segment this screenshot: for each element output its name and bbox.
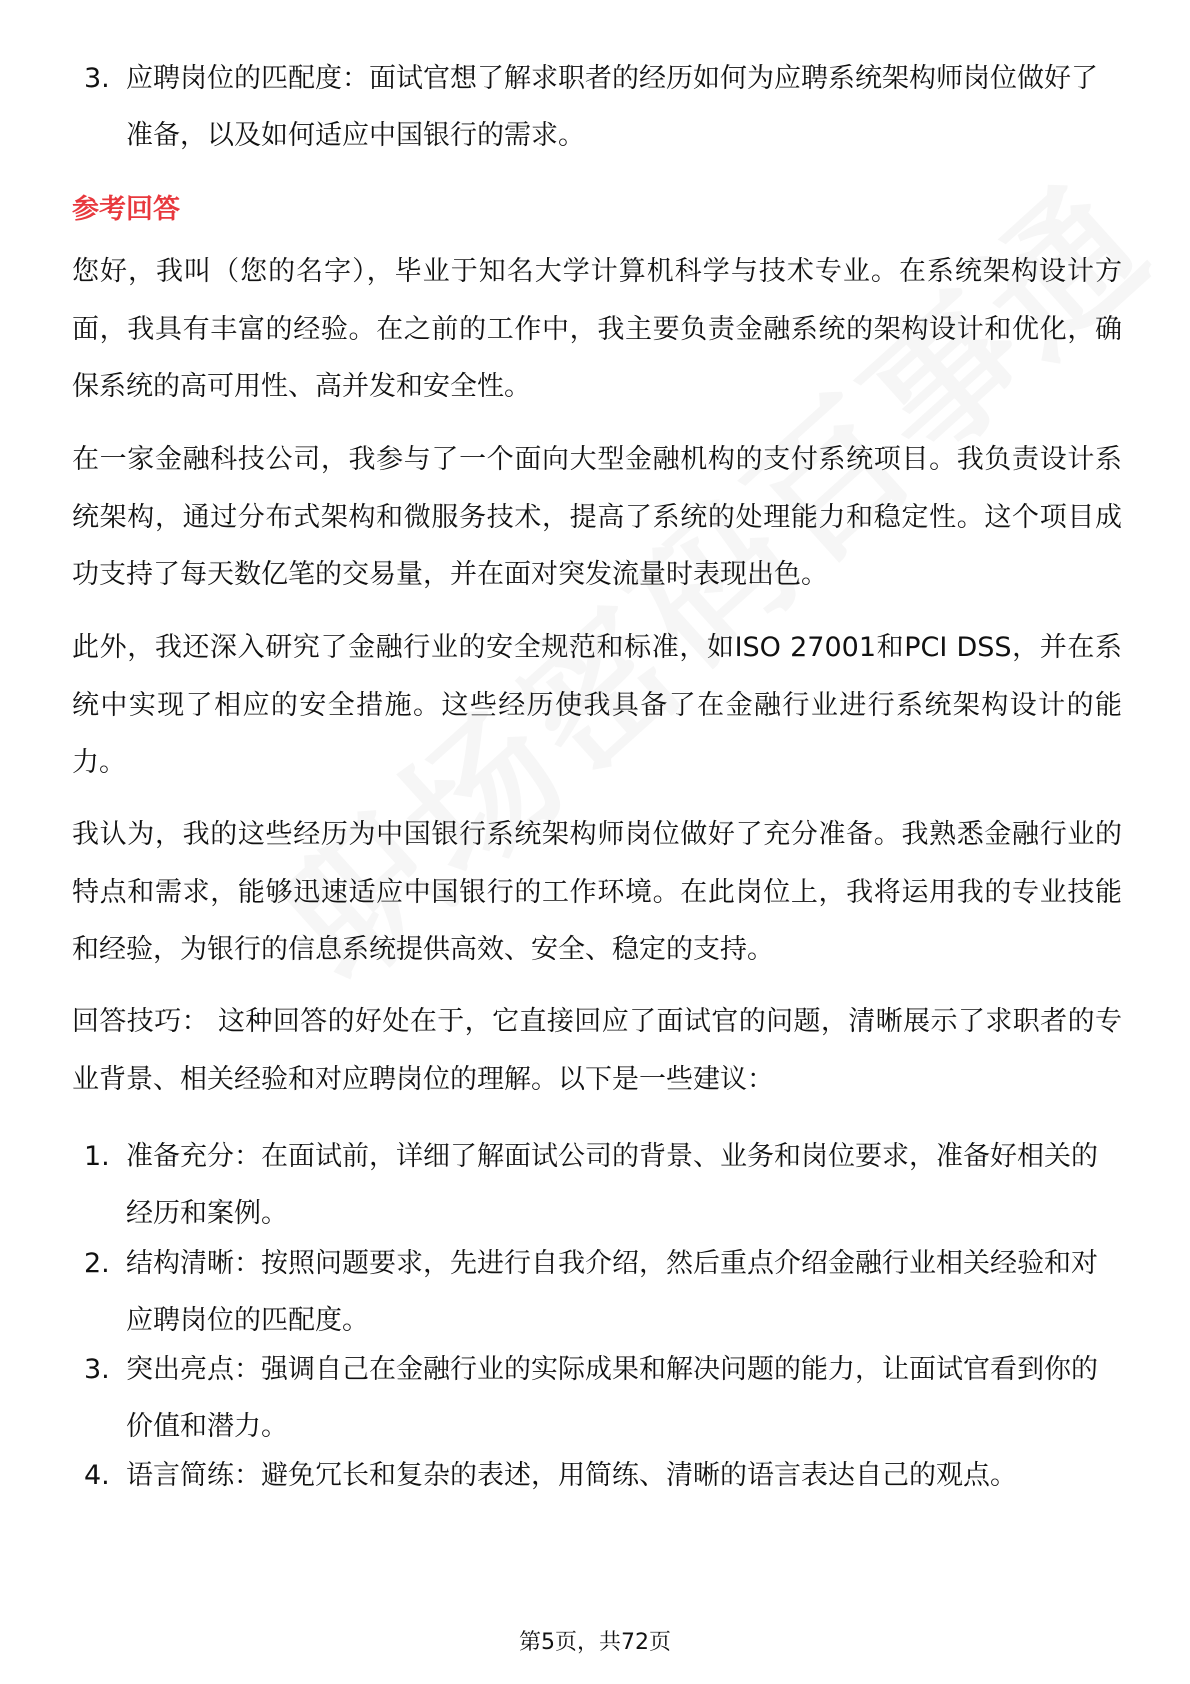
tip-number: 2. — [84, 1248, 110, 1279]
page-footer: 第5页，共72页 — [519, 1630, 671, 1655]
section-title: 参考回答 — [72, 194, 180, 225]
tip-text: 突出亮点：强调自己在金融行业的实际成果和解决问题的能力，让面试官看到你的价值和潜力。 — [126, 1354, 1098, 1442]
tip-item — [84, 1447, 1124, 1504]
tip-item — [84, 1128, 1124, 1242]
tip-number: 1. — [84, 1141, 110, 1172]
list-text: 应聘岗位的匹配度：面试官想了解求职者的经历如何为应聘系统架构师岗位做好了准备，以及如何适应中国银行的需求。 — [126, 63, 1098, 151]
list-number: 3. — [84, 63, 110, 94]
tip-item — [84, 1341, 1124, 1455]
paragraph-intro: 您好，我叫（您的名字），毕业于知名大学计算机科学与技术专业。在系统架构设计方面，我具有丰富的经验。在之前的工作中，我主要负责金融系统的架构设计和优化，确保系统的高可用性、高并发和安全性。 — [72, 256, 1122, 402]
list-item — [84, 50, 1124, 164]
paragraph-readiness: 我认为，我的这些经历为中国银行系统架构师岗位做好了充分准备。我熟悉金融行业的特点和需求，能够迅速适应中国银行的工作环境。在此岗位上，我将运用我的专业技能和经验，为银行的信息系统提供高效、安全、稳定的支持。 — [72, 819, 1122, 965]
tip-text: 准备充分：在面试前，详细了解面试公司的背景、业务和岗位要求，准备好相关的经历和案例。 — [126, 1141, 1098, 1229]
paragraph-project: 在一家金融科技公司，我参与了一个面向大型金融机构的支付系统项目。我负责设计系统架构，通过分布式架构和微服务技术，提高了系统的处理能力和稳定性。这个项目成功支持了每天数亿笔的交易量，并在面对突发流量时表现出色。 — [72, 444, 1122, 590]
tip-text: 结构清晰：按照问题要求，先进行自我介绍，然后重点介绍金融行业相关经验和对应聘岗位的匹配度。 — [126, 1248, 1098, 1336]
paragraph-tips-intro: 回答技巧： 这种回答的好处在于，它直接回应了面试官的问题，清晰展示了求职者的专业背景、相关经验和对应聘岗位的理解。以下是一些建议： — [72, 1006, 1122, 1095]
tip-item — [84, 1235, 1124, 1349]
tip-text: 语言简练：避免冗长和复杂的表述，用简练、清晰的语言表达自己的观点。 — [126, 1460, 1017, 1491]
tip-number: 4. — [84, 1460, 110, 1491]
tip-number: 3. — [84, 1354, 110, 1385]
paragraph-security: 此外，我还深入研究了金融行业的安全规范和标准，如ISO 27001和PCI DSS，并在系统中实现了相应的安全措施。这些经历使我具备了在金融行业进行系统架构设计的能力。 — [72, 632, 1122, 778]
